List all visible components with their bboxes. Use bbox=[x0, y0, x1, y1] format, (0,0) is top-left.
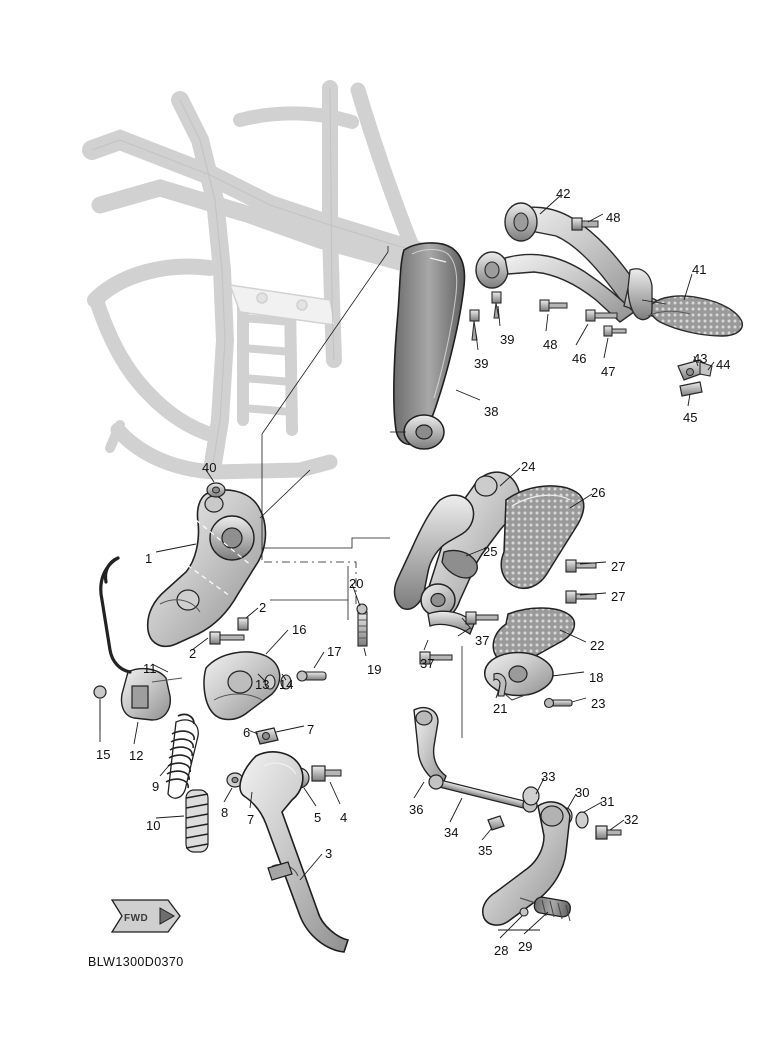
part-27-bolts bbox=[566, 560, 596, 603]
part-34-shift-rod bbox=[429, 775, 537, 812]
callout-44: 44 bbox=[716, 357, 731, 372]
part-36-arm bbox=[414, 708, 446, 786]
callout-8: 8 bbox=[221, 805, 229, 820]
part-35-nut bbox=[488, 816, 504, 830]
callout-16: 16 bbox=[292, 622, 307, 637]
callout-21: 21 bbox=[493, 701, 508, 716]
part-code: BLW1300D0370 bbox=[88, 955, 184, 969]
callout-7: 7 bbox=[307, 722, 315, 737]
part-23-pin bbox=[545, 699, 573, 708]
callout-36: 36 bbox=[409, 802, 424, 817]
callout-14: 14 bbox=[279, 677, 294, 692]
part-10-spring bbox=[186, 790, 208, 852]
callout-25: 25 bbox=[483, 544, 498, 559]
callout-33: 33 bbox=[541, 769, 556, 784]
callout-43: 43 bbox=[693, 351, 708, 366]
callout-30: 30 bbox=[575, 785, 590, 800]
callout-24: 24 bbox=[521, 459, 536, 474]
callout-40: 40 bbox=[202, 460, 217, 475]
callout-41: 41 bbox=[692, 262, 707, 277]
ghost-frame bbox=[92, 88, 428, 475]
callout-3: 3 bbox=[325, 846, 333, 861]
callout-31: 31 bbox=[600, 794, 615, 809]
part-9-spring bbox=[166, 714, 198, 798]
callout-28: 28 bbox=[494, 943, 509, 958]
callout-6: 6 bbox=[243, 725, 251, 740]
callout-9: 9 bbox=[152, 779, 160, 794]
part-39-bolts bbox=[470, 292, 501, 340]
callout-5: 5 bbox=[314, 810, 322, 825]
callout-20: 20 bbox=[349, 576, 364, 591]
callout-19: 19 bbox=[367, 662, 382, 677]
callout-39: 39 bbox=[474, 356, 489, 371]
callout-48: 48 bbox=[606, 210, 621, 225]
callout-38: 38 bbox=[484, 404, 499, 419]
callout-15: 15 bbox=[96, 747, 111, 762]
callout-10: 10 bbox=[146, 818, 161, 833]
callout-2: 2 bbox=[189, 646, 197, 661]
callout-35: 35 bbox=[478, 843, 493, 858]
callout-37: 37 bbox=[420, 656, 435, 671]
callout-27: 27 bbox=[611, 589, 626, 604]
callout-46: 46 bbox=[572, 351, 587, 366]
callout-42: 42 bbox=[556, 186, 571, 201]
part-41-footrest bbox=[628, 269, 742, 336]
callout-23: 23 bbox=[591, 696, 606, 711]
part-24-25-right-bracket bbox=[395, 472, 520, 634]
part-40-collar bbox=[207, 483, 225, 497]
part-38-bracket bbox=[394, 243, 465, 449]
part-29-pedal-rubber bbox=[533, 896, 571, 921]
callout-29: 29 bbox=[518, 939, 533, 954]
callout-4: 4 bbox=[340, 810, 348, 825]
part-20-19-spring-bolt bbox=[357, 604, 367, 646]
callout-12: 12 bbox=[129, 748, 144, 763]
part-28-pin bbox=[520, 908, 528, 916]
callout-32: 32 bbox=[624, 812, 639, 827]
callout-18: 18 bbox=[589, 670, 604, 685]
part-26-footrest-pad bbox=[501, 486, 584, 588]
callout-47: 47 bbox=[601, 364, 616, 379]
callout-7: 7 bbox=[247, 812, 255, 827]
part-48-bolt-mid bbox=[540, 300, 567, 311]
part-17-pin bbox=[297, 671, 326, 681]
callout-26: 26 bbox=[591, 485, 606, 500]
callout-45: 45 bbox=[683, 410, 698, 425]
callout-13: 13 bbox=[255, 677, 270, 692]
callout-37: 37 bbox=[475, 633, 490, 648]
callout-27: 27 bbox=[611, 559, 626, 574]
callout-11: 11 bbox=[143, 661, 157, 676]
callout-39: 39 bbox=[500, 332, 515, 347]
callout-34: 34 bbox=[444, 825, 459, 840]
dash-lines bbox=[264, 562, 356, 604]
callout-17: 17 bbox=[327, 644, 342, 659]
callout-2: 2 bbox=[259, 600, 267, 615]
callout-1: 1 bbox=[145, 551, 153, 566]
callout-22: 22 bbox=[590, 638, 605, 653]
callout-48: 48 bbox=[543, 337, 558, 352]
fwd-label: FWD bbox=[124, 913, 149, 924]
